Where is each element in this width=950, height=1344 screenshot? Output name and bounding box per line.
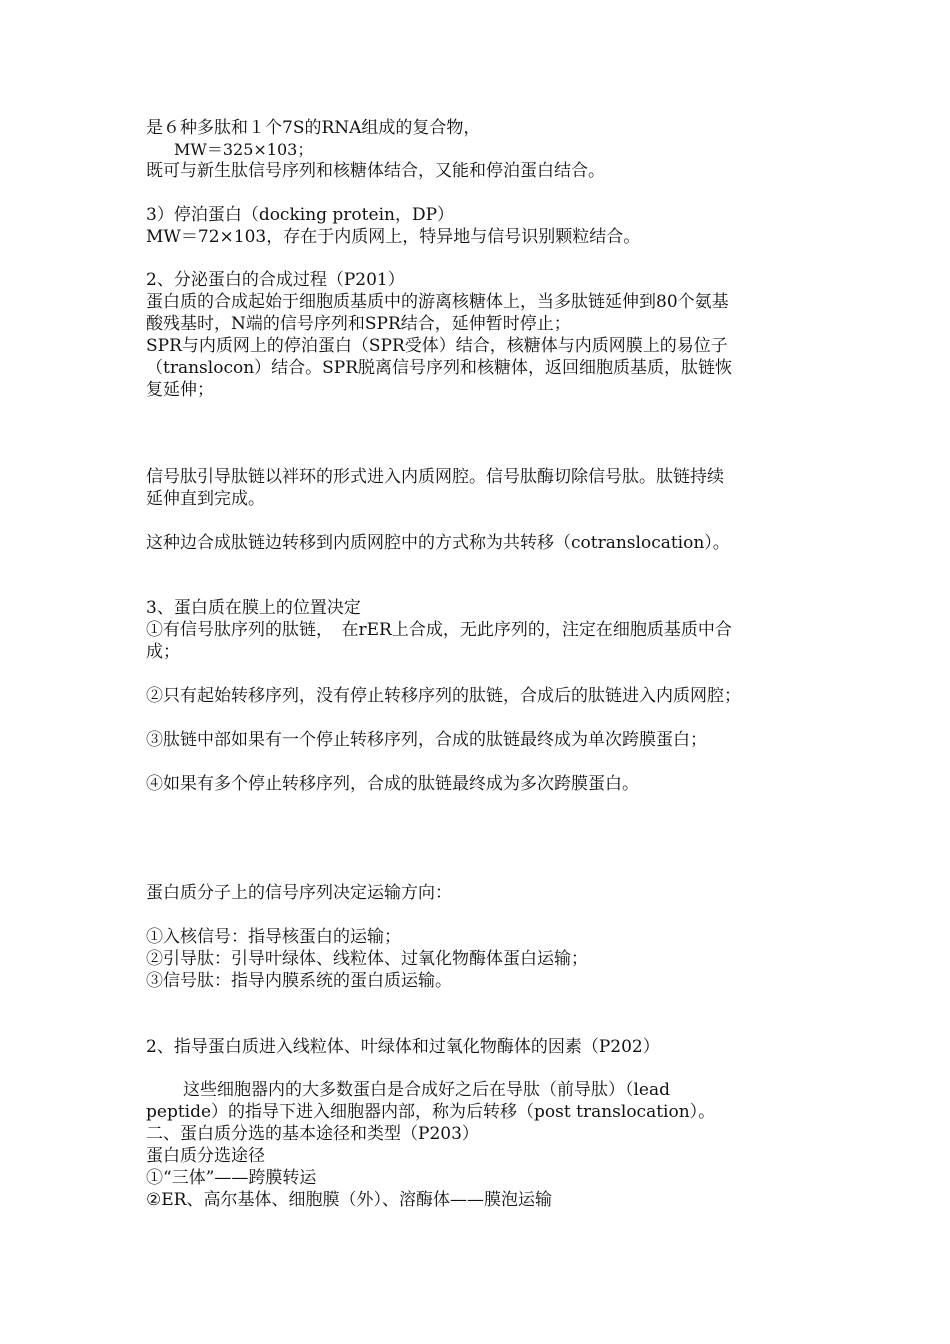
- text-line: （translocon）结合。SPR脱离信号序列和核糖体，返回细胞质基质，肽链恢: [146, 358, 733, 378]
- list-item: ③信号肽：指导内膜系统的蛋白质运输。: [146, 971, 452, 991]
- section-heading: 蛋白质分子上的信号序列决定运输方向：: [146, 883, 452, 903]
- section-heading: 2、分泌蛋白的合成过程（P201）: [146, 270, 405, 290]
- text-line: 信号肽引导肽链以袢环的形式进入内质网腔。信号肽酶切除信号肽。肽链持续: [146, 467, 724, 487]
- text-line: 3）停泊蛋白（docking protein，DP）: [146, 205, 455, 225]
- text-line: peptide）的指导下进入细胞器内部，称为后转移（post translocation）。: [146, 1102, 716, 1122]
- text-line: MW＝72×103，存在于内质网上，特异地与信号识别颗粒结合。: [146, 227, 641, 247]
- section-heading: 2、指导蛋白质进入线粒体、叶绿体和过氧化物酶体的因素（P202）: [146, 1037, 660, 1057]
- text-line: ②只有起始转移序列，没有停止转移序列的肽链，合成后的肽链进入内质网腔；: [146, 686, 741, 706]
- list-item: ②ER、高尔基体、细胞膜（外）、溶酶体——膜泡运输: [146, 1190, 552, 1210]
- list-item: ①“三体”——跨膜转运: [146, 1168, 317, 1188]
- text-line: 是６种多肽和１个7S的RNA组成的复合物，: [146, 118, 481, 138]
- list-item: ①入核信号：指导核蛋白的运输；: [146, 927, 401, 947]
- text-line: 蛋白质的合成起始于细胞质基质中的游离核糖体上，当多肽链延伸到80个氨基: [146, 292, 729, 312]
- list-item: ②引导肽：引导叶绿体、线粒体、过氧化物酶体蛋白运输；: [146, 949, 588, 969]
- section-heading: 3、蛋白质在膜上的位置决定: [146, 598, 361, 618]
- text-line: 复延伸；: [146, 380, 214, 400]
- text-line: 蛋白质分选途径: [146, 1146, 265, 1166]
- text-line: 酸残基时，N端的信号序列和SPR结合，延伸暂时停止；: [146, 314, 571, 334]
- text-line: ④如果有多个停止转移序列，合成的肽链最终成为多次跨膜蛋白。: [146, 774, 639, 794]
- text-line: ①有信号肽序列的肽链， 在rER上合成，无此序列的，注定在细胞质基质中合: [146, 620, 732, 640]
- text-line: 成；: [146, 642, 180, 662]
- text-line: SPR与内质网上的停泊蛋白（SPR受体）结合，核糖体与内质网膜上的易位子: [146, 336, 728, 356]
- text-line: 这些细胞器内的大多数蛋白是合成好之后在导肽（前导肽）（lead: [183, 1080, 671, 1100]
- section-heading: 二、蛋白质分选的基本途径和类型（P203）: [146, 1124, 479, 1144]
- text-line: ③肽链中部如果有一个停止转移序列，合成的肽链最终成为单次跨膜蛋白；: [146, 730, 707, 750]
- text-line: 这种边合成肽链边转移到内质网腔中的方式称为共转移（cotranslocation）。: [146, 533, 730, 553]
- text-line: 延伸直到完成。: [146, 489, 265, 509]
- text-line: MW＝325×103；: [174, 140, 314, 159]
- text-line: 既可与新生肽信号序列和核糖体结合，又能和停泊蛋白结合。: [146, 161, 605, 181]
